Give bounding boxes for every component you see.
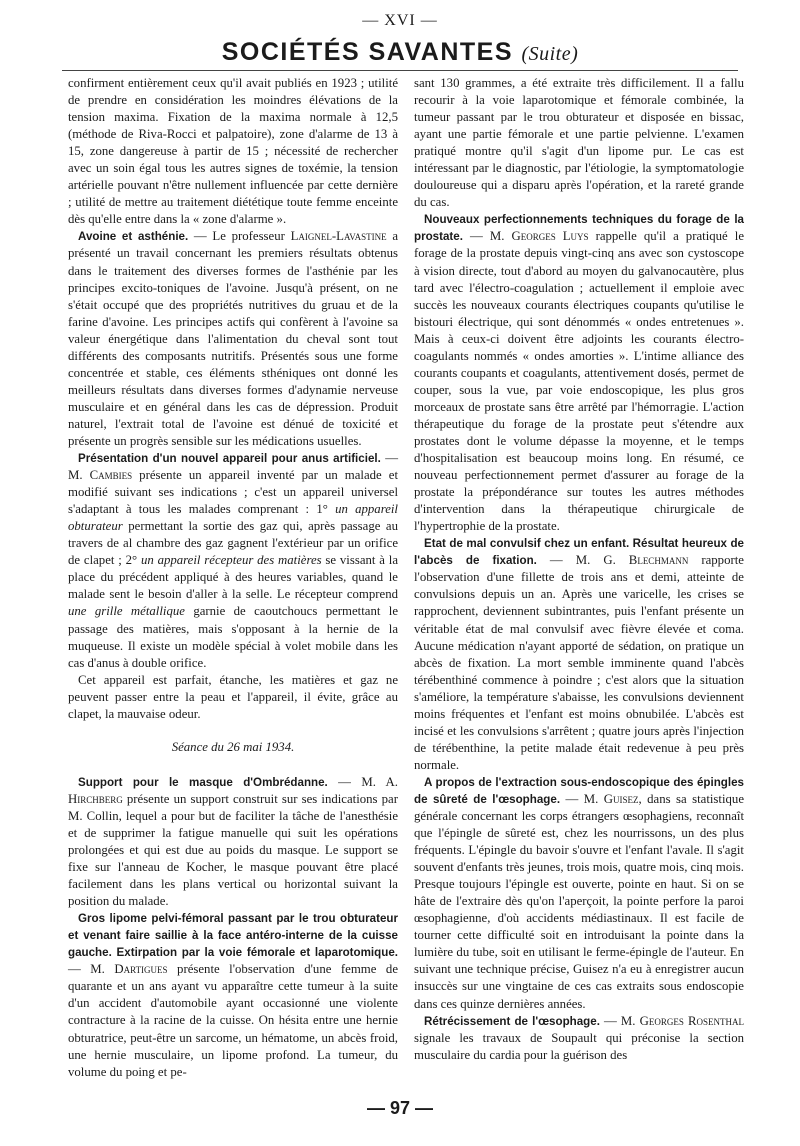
heading-retrecissement: Rétrécissement de l'œsophage.: [424, 1014, 600, 1028]
text-forage: rappelle qu'il a pratiqué le forage de la prostate depuis vingt-cinq ans avec son cystoscope à vision directe, tout d'abord au moyen du galvanocautère, plus tard avec l'électro-coagulation ; actuellement il emploie avec succès les nouveaux courants électriques coupants qu'utilise le bistouri électrique, qui sont dénommés « ondes entretenues ». Mais à ceux-ci doivent être adjoints les courants électro-coagulants nommés « ondes amorties ». L'intime alliance des courants coupants et coagulants, attentivement dosés, permet de couper, sous la vue, par voie endoscopique, les plus gros morceaux de prostate sans être arrêté par l'hémorragie. L'action thérapeutique du forage de la prostate peut s'étendre aux prostates dont le volume dépasse la moyenne, et le temps d'hospitalisation est beaucoup moins long. En résumé, ce nouveau perfectionnement permet d'assurer au forage de la prostate la prépondérance sur toutes les autres méthodes d'intervention dans la thérapeutique chirurgicale de l'hypertrophie de la prostate.: [414, 229, 744, 534]
text-epingles: , dans sa statistique générale concernant les corps étrangers œsophagiens, reconnaît que l'épingle de sûreté est, chez les nourrissons, un des plus fréquents. L'épingle du bavoir s'ouvre et l'enfant l'avale. Il s'agit souvent d'enfants très jeunes, trois mois, quatre mois, cinq mois. Presque toujours l'épingle est ouverte, pointe en haut. Si on se hâte de l'extraire dès qu'on l'aperçoit, la pointe perfore la paroi œsophagienne, d'où accidents médiastinaux. Il est facile de tourner cette difficulté soit en introduisant la pointe dans la lumière du tube, soit en utilisant le ferme-épingle de l'auteur. En suivant une technique précise, Guisez n'a eu à enregistrer aucun insuccès sur une vingtaine de ces cas extraits sous endoscopie dans ces quinze dernières années.: [414, 791, 744, 1011]
heading-epingles: A propos de l'extraction sous-endoscopique des épingles de sûreté de l'œsophage.: [414, 775, 744, 806]
section-avoine: [68, 228, 398, 450]
text-fragment: — M. A.: [327, 774, 398, 789]
author-cambies: Cambies: [89, 468, 133, 483]
page-title-text: SOCIÉTÉS SAVANTES: [221, 38, 514, 66]
text-retrecissement: signale les travaux de Soupault qui préconise la section musculaire du cardia pour la guérison des: [414, 1030, 744, 1062]
text-fragment: — M.: [599, 1013, 640, 1028]
author-laignel: Laignel-Lavastine: [290, 229, 387, 244]
heading-presentation: Présentation d'un nouvel appareil pour anus artificiel.: [78, 452, 381, 466]
author-blechmann: Blechmann: [628, 553, 689, 568]
italic-term: un appareil récepteur des matières: [140, 553, 322, 568]
heading-avoine: Avoine et asthénie.: [78, 230, 189, 244]
text-avoine: a présenté un travail concernant les premiers résultats obtenus dans le traitement des diverses formes de l'asthénie par les principes excito-toniques de l'avoine. Jusqu'à présent, on ne s'était occupé que des propriétés nutritives du gruau et de la farine d'avoine. Les principes actifs qui confèrent à l'avoine sa valeur énergétique dans l'alimentation du cheval sont tout différents des composants nutritifs. Présentés sous une forme concentrée et stable, ces éléments sthéniques ont donné les meilleurs résultats dans diverses formes d'adynamie nerveuse musculaire et en général dans les cas de dépression. Produit naturel, l'extrait total de l'avoine est dénué de toxicité et présente un progrès sensible sur les médications usuelles.: [68, 229, 399, 448]
text-etat-mal: rapporte l'observation d'une fillette de trois ans et demi, atteinte de convulsions depuis un an. Après une varicelle, les crises se rapprochent, deviennent subintrantes, puis l'enfant présente un véritable état de mal convulsif avec fièvre élevée et coma. Aucune médication n'ayant apporté de sédation, on pratique un abcès de fixation. La mort semble imminente quand l'abcès térébenthiné commence à poindre ; c'est alors que la situation s'améliore, la température s'abaisse, les convulsions deviennent moins fréquentes et l'enfant est moins obnubilée. L'abcès est incisé et les convulsions s'arrêtent ; quatre jours après l'injection de térébenthine, la petite malade était redevenue à peu près normale.: [414, 553, 744, 772]
text-fragment: — M.: [560, 791, 604, 806]
page-title-suffix: (Suite): [521, 43, 579, 65]
section-etat-mal: [414, 535, 744, 774]
heading-etat-mal: Etat de mal convulsif chez un enfant. Résultat heureux de l'abcès de fixation.: [414, 537, 744, 568]
page-title: [0, 38, 800, 67]
text-gros-lipome: présente l'observation d'une femme de quarante et un ans ayant vu apparaître cette tumeur à la suite d'un accident d'automobile ayant occasionné une violente contracture à la racine de la cuisse. On hésita entre une hernie obturatrice, peut-être un sarcome, un hématome, un abcès froid, une hernie musculaire, un lipome profond. La tumeur, du volume du poing et pe-: [68, 962, 398, 1079]
section-presentation: [68, 450, 398, 672]
section-gros-lipome: [68, 910, 398, 1080]
paragraph-appareil: Cet appareil est parfait, étanche, les matières et gaz ne peuvent passer entre la peau et l'appareil, il évite, grâce au clapet, la mauvaise odeur.: [68, 672, 398, 721]
italic-term: une grille métallique: [68, 604, 185, 619]
seance-date: Séance du 26 mai 1934.: [171, 739, 295, 754]
text-fragment: garnie de caoutchoucs permettant le passage des matières, mais s'opposant à la hernie de la muqueuse. Il existe un modèle spécial à volet mobile dans les cas d'anus à double orifice.: [68, 604, 399, 670]
author-dartigues: Dartigues: [114, 962, 168, 977]
section-forage: [414, 211, 744, 535]
author-hirchberg: Hirchberg: [68, 791, 123, 806]
header-divider: [62, 70, 738, 71]
heading-gros-lipome: Gros lipome pelvi-fémoral passant par le trou obturateur et venant faire saillie à la face antéro-interne de la cuisse gauche. Extirpation par la voie fémorale et laparotomique.: [68, 912, 398, 960]
paragraph-lipome-cont: sant 130 grammes, a été extraite très difficilement. Il a fallu recourir à la voie laparotomique et fémorale combinée, la tumeur passant par le trou obturateur et disposée en bissac, ayant une partie fémorale et une partie pelvienne. L'examen pratiqué montre qu'il s'agit d'un lipome pur. Le cas est intéressant par le diagnostic, par l'étiologie, la symptomatologie douloureuse qui a disparu après l'opération, et la rareté grande du cas.: [414, 76, 744, 210]
author-guisez: Guisez: [603, 791, 639, 806]
text-fragment: présente un appareil inventé par un malade et modifié suivant ses indications ; c'est un appareil universel s'adaptant à tous les malades comprenant : 1°: [68, 468, 398, 517]
section-retrecissement: [414, 1013, 744, 1064]
italic-term: un appareil obturateur: [68, 502, 398, 534]
heading-forage: Nouveaux perfectionnements techniques du forage de la prostate.: [414, 213, 744, 244]
text-fragment: — M.: [462, 229, 512, 244]
text-fragment: se vissant à la place du précédent appliqué à des heures variables, quand le malade sent le besoin d'aller à la selle. Le récepteur comprend: [68, 553, 398, 602]
left-column: [68, 75, 398, 1081]
page-number: — 97 —: [366, 1098, 434, 1118]
author-luys: Georges Luys: [511, 229, 589, 244]
section-support: [68, 774, 398, 910]
heading-support: Support pour le masque d'Ombrédanne.: [78, 775, 328, 789]
author-rosenthal: Georges Rosenthal: [639, 1013, 744, 1028]
section-epingles: [414, 774, 744, 1013]
text-fragment: — M.: [68, 451, 398, 483]
roman-page-number: — XVI —: [362, 12, 438, 29]
paragraph-tension: confirment entièrement ceux qu'il avait publiés en 1923 ; utilité de prendre en considération les moindres élévations de la tension maxima. Fixation de la maxima normale à 12,5 (méthode de Riva-Rocci et palpatoire), zone d'alarme de 13 à 15, zone dangereuse à partir de 15 ; nécessité de rechercher avec un soin égal tous les autres signes de toxémie, la tension artérielle pouvant n'être nullement influencée par cette dernière ; utilité de mettre au traitement diététique toute femme enceinte dès qu'elle entre dans la « zone d'alarme ».: [68, 76, 398, 227]
text-fragment: — M.: [68, 962, 115, 977]
text-fragment: — M. G.: [536, 553, 629, 568]
text-fragment: — Le professeur: [188, 229, 291, 244]
right-column: [414, 75, 744, 1064]
text-support: présente un support construit sur ses indications par M. Collin, lequel a pour but de faciliter la tâche de l'anesthésie et de supprimer la fatigue manuelle qui suit les opérations prolongées et qui est due au poids du masque. Le support se fixe sur l'anneau de Kocher, le masque pouvant être placé facilement dans les plans vertical ou horizontal suivant la position du malade.: [68, 791, 398, 909]
text-fragment: permettant la sortie des gaz qui, après passage au travers de al chambre des gaz gagnent l'extérieur par un orifice de clapet ; 2°: [68, 519, 398, 568]
